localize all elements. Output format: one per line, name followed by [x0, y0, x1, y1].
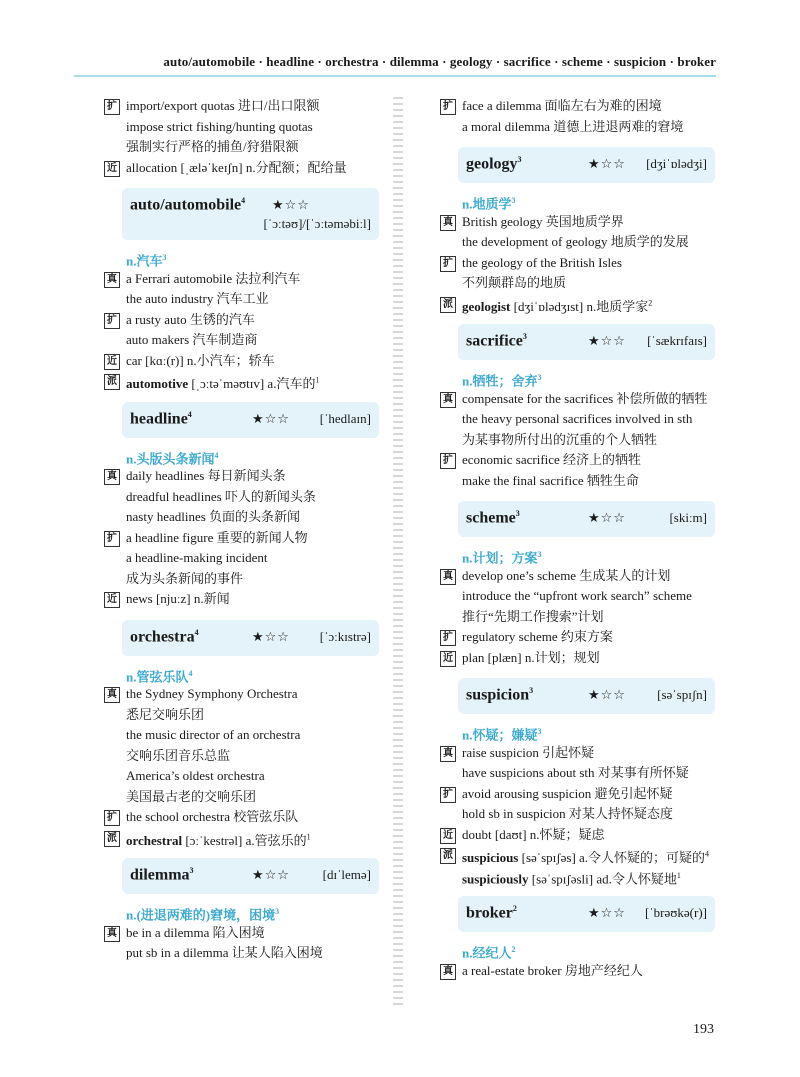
entry-line: 悉尼交响乐团 [126, 706, 205, 722]
left-column [104, 96, 379, 964]
headword: dilemma$^3$ [130, 866, 194, 884]
tag-kuo: 扩 [104, 99, 120, 115]
entry-line: a headline-making incident [126, 550, 268, 565]
tag-zhen: 真 [440, 569, 456, 585]
part-of-speech: n.汽车$^3$ [126, 253, 167, 269]
headword-box-broker [458, 896, 715, 932]
entry-line: introduce the “upfront work search” scheme [462, 588, 692, 603]
tag-kuo: 扩 [440, 787, 456, 803]
headword-box-geology [458, 147, 715, 183]
entry-line: 扩 avoid arousing suspicion 避免引起怀疑 [440, 784, 715, 805]
page-number: 193 [693, 1022, 714, 1037]
entry-line: the music director of an orchestra [126, 727, 301, 742]
entry-line: hold sb in suspicion 对某人持怀疑态度 [462, 806, 673, 821]
tag-kuo: 扩 [104, 531, 120, 547]
tag-kuo: 扩 [440, 630, 456, 646]
entry-line: 真 a Ferrari automobile 法拉利汽车 [104, 269, 379, 290]
tag-zhen: 真 [104, 469, 120, 485]
entry-line: 交响乐团音乐总监 [126, 747, 231, 763]
header-rule [74, 75, 716, 77]
entry-line: 成为头条新闻的事件 [126, 570, 244, 586]
entry-line: 扩 a headline figure 重要的新闻人物 [104, 528, 379, 549]
entry-line: have suspicions about sth 对某事有所怀疑 [462, 765, 689, 780]
difficulty-stars: ★☆☆ [252, 868, 290, 883]
tag-kuo: 扩 [104, 313, 120, 329]
part-of-speech: n.(进退两难的)窘境，困境$^3$ [126, 907, 280, 923]
entry-line: 派 suspicious [səˈspɪʃəs] a.令人怀疑的；可疑的$^4$ [440, 845, 715, 866]
part-of-speech: n.怀疑；嫌疑$^3$ [462, 727, 542, 743]
entry-line: the auto industry 汽车工业 [126, 291, 269, 306]
part-of-speech: n.牺牲；舍弃$^3$ [462, 373, 542, 389]
part-of-speech: n.地质学$^3$ [462, 196, 516, 212]
difficulty-stars: ★☆☆ [588, 334, 626, 349]
headword-box-orchestra [122, 620, 379, 656]
entry-line: a moral dilemma 道德上进退两难的窘境 [462, 118, 684, 134]
entry-line: 近 plan [plæn] n.计划；规划 [440, 648, 715, 669]
headword-box-scheme [458, 501, 715, 537]
tag-jin: 近 [104, 592, 120, 608]
phonetic: [səˈspɪʃn] [657, 687, 707, 702]
headword: suspicion$^3$ [466, 686, 534, 704]
entry-line: 真 a real-estate broker 房地产经纪人 [440, 961, 715, 982]
tag-jin: 近 [440, 828, 456, 844]
tag-jin: 近 [440, 651, 456, 667]
entry-line: the heavy personal sacrifices involved in sth [462, 411, 693, 426]
part-of-speech: n.计划；方案$^3$ [462, 550, 542, 566]
tag-pai: 派 [104, 831, 120, 847]
entry-line: 真 daily headlines 每日新闻头条 [104, 466, 379, 487]
phonetic: [ˈhedlaɪn] [319, 410, 371, 426]
phonetic: [ˈbrəʊkə(r)] [645, 905, 707, 920]
entry-line: 真 compensate for the sacrifices 补偿所做的牺牲 [440, 389, 715, 410]
entry-line: 不列颠群岛的地质 [462, 275, 567, 290]
right-column [440, 96, 715, 981]
part-of-speech: n.经纪人$^2$ [462, 945, 516, 961]
entry-line: 扩 a rusty auto 生锈的汽车 [104, 310, 379, 331]
entry-line: auto makers 汽车制造商 [126, 332, 258, 347]
entry-line: 扩 economic sacrifice 经济上的牺牲 [440, 450, 715, 471]
entry-line: 扩 face a dilemma 面临左右为难的困境 [440, 96, 715, 117]
tag-zhen: 真 [440, 392, 456, 408]
phonetic: [skiːm] [669, 510, 707, 525]
entry-line: put sb in a dilemma 让某人陷入困境 [126, 945, 323, 960]
entry-line: 真 be in a dilemma 陷入困境 [104, 923, 379, 944]
phonetic: [ˈɔːkɪstrə] [319, 628, 371, 644]
tag-zhen: 真 [440, 746, 456, 762]
tag-zhen: 真 [440, 964, 456, 980]
entry-line: 近 allocation [ˌæləˈkeɪʃn] n.分配额；配给量 [104, 158, 379, 179]
tag-zhen: 真 [104, 272, 120, 288]
headword-box-suspicion [458, 678, 715, 714]
headword: auto/automobile$^4$ [130, 196, 246, 214]
headword: scheme$^3$ [466, 509, 520, 527]
part-of-speech: n.头版头条新闻$^4$ [126, 450, 219, 466]
part-of-speech: n.管弦乐队$^4$ [126, 668, 193, 684]
tag-kuo: 扩 [440, 256, 456, 272]
entry-line: the development of geology 地质学的发展 [462, 234, 689, 249]
phonetic: [ˈɔːtəʊ]/[ˈɔːtəməbiːl] [263, 216, 371, 231]
headword: sacrifice$^3$ [466, 332, 527, 350]
entry-line: America’s oldest orchestra [126, 768, 265, 783]
tag-zhen: 真 [104, 926, 120, 942]
entry-line: 扩 the school orchestra 校管弦乐队 [104, 807, 379, 828]
headword: geology$^3$ [466, 155, 522, 173]
phonetic: [dɪˈlemə] [322, 867, 371, 882]
entry-line: 真 raise suspicion 引起怀疑 [440, 743, 715, 764]
entry-line: 扩 the geology of the British Isles [440, 253, 715, 274]
tag-kuo: 扩 [440, 99, 456, 115]
difficulty-stars: ★☆☆ [252, 629, 290, 645]
headword-box-sacrifice [458, 324, 715, 360]
headword: orchestra$^4$ [130, 627, 199, 645]
entry-line: 推行“先期工作搜索”计划 [462, 608, 604, 624]
tag-zhen: 真 [440, 215, 456, 231]
tag-pai: 派 [440, 297, 456, 313]
difficulty-stars: ★☆☆ [588, 906, 626, 921]
entry-line: 真 develop one’s scheme 生成某人的计划 [440, 566, 715, 587]
entry-line: 派 orchestral [ɔːˈkestrəl] a.管弦乐的$^1$ [104, 828, 379, 849]
headword-box-auto [122, 188, 379, 240]
difficulty-stars: ★☆☆ [272, 198, 310, 213]
entry-line: 强制实行严格的捕鱼/狩猎限额 [126, 139, 299, 154]
headword: headline$^4$ [130, 409, 192, 427]
entry-line: 派 automotive [ˌɔːtəˈməʊtɪv] a.汽车的$^1$ [104, 371, 379, 392]
entry-line: 扩 regulatory scheme 约束方案 [440, 627, 715, 648]
entry-line: 派 geologist [dʒiˈɒlədʒɪst] n.地质学家$^2$ [440, 294, 715, 315]
difficulty-stars: ★☆☆ [588, 511, 626, 526]
tag-zhen: 真 [104, 687, 120, 703]
entry-line: 真 the Sydney Symphony Orchestra [104, 684, 379, 705]
entry-line: impose strict fishing/hunting quotas [126, 118, 313, 134]
entry-line: 真 British geology 英国地质学界 [440, 212, 715, 233]
difficulty-stars: ★☆☆ [588, 688, 626, 703]
difficulty-stars: ★☆☆ [252, 411, 290, 427]
tag-pai: 派 [104, 374, 120, 390]
headword-box-headline [122, 402, 379, 438]
entry-line: 近 news [njuːz] n.新闻 [104, 589, 379, 610]
column-divider [393, 97, 403, 1009]
phonetic: [ˈsækrɪfaɪs] [647, 333, 707, 348]
entry-line: 近 doubt [daʊt] n.怀疑；疑虑 [440, 825, 715, 846]
difficulty-stars: ★☆☆ [588, 157, 626, 172]
entry-line: 为某事物所付出的沉重的个人牺牲 [462, 431, 658, 447]
running-header [0, 44, 800, 84]
headword: broker$^2$ [466, 904, 517, 922]
entry-line: nasty headlines 负面的头条新闻 [126, 509, 301, 524]
tag-kuo: 扩 [440, 453, 456, 469]
tag-jin: 近 [104, 354, 120, 370]
phonetic: [dʒiˈɒlədʒi] [646, 156, 707, 171]
entry-line: 扩 import/export quotas 进口/出口限额 [104, 96, 379, 117]
entry-line: dreadful headlines 吓人的新闻头条 [126, 488, 316, 504]
tag-jin: 近 [104, 161, 120, 177]
tag-kuo: 扩 [104, 810, 120, 826]
entry-line: make the final sacrifice 牺牲生命 [462, 472, 639, 488]
entry-line: 美国最古老的交响乐团 [126, 788, 257, 804]
tag-pai: 派 [440, 848, 456, 864]
header-title: auto/automobile · headline · orchestra · dilemma · geology · sacrifice · scheme · suspicion · broker [163, 54, 716, 69]
headword-box-dilemma [122, 858, 379, 894]
entry-line: 近 car [kɑː(r)] n.小汽车；轿车 [104, 351, 379, 372]
entry-line: suspiciously [səˈspɪʃəsli] ad.令人怀疑地$^1$ [462, 870, 681, 886]
